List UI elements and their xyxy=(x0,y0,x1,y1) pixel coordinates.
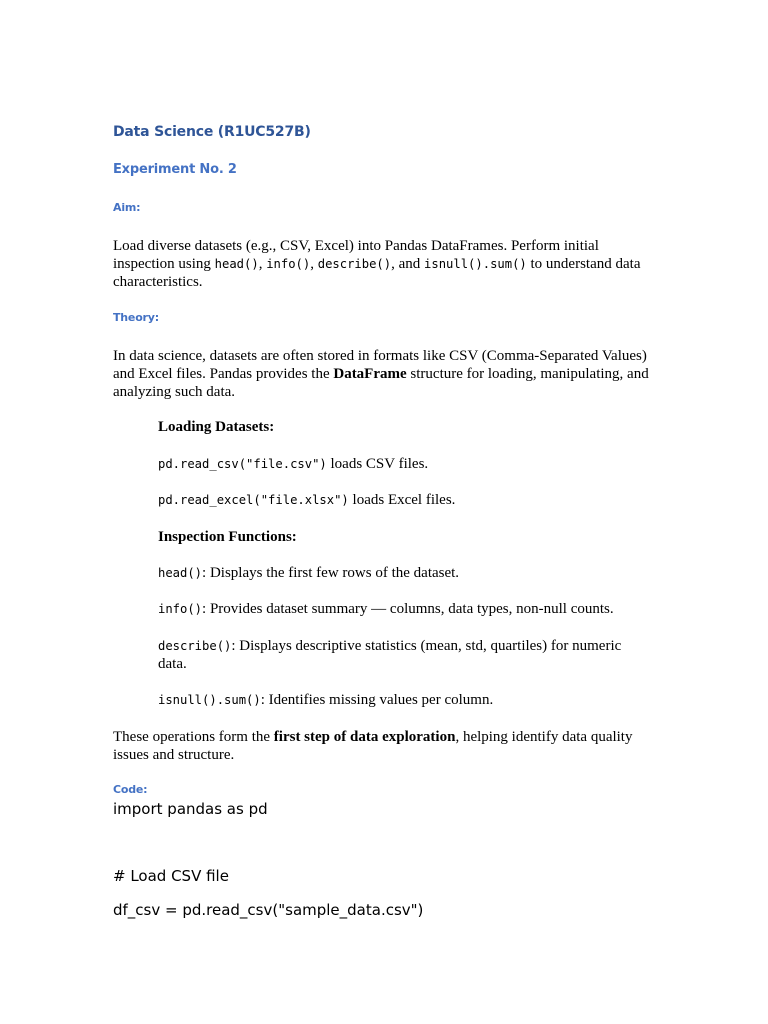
course-title: Data Science (R1UC527B) xyxy=(113,124,311,140)
experiment-heading: Experiment No. 2 xyxy=(113,162,237,177)
inline-code: info() xyxy=(266,257,311,272)
aim-text: , xyxy=(258,256,267,273)
read-csv-item xyxy=(158,455,638,473)
info-item xyxy=(158,600,638,618)
aim-text: , xyxy=(310,256,318,273)
theory-text: structure for loading, manipulating, and analyzing such data. xyxy=(113,366,649,401)
summary-text: , helping identify data quality issues and structure. xyxy=(113,729,633,764)
item-text: loads Excel files. xyxy=(348,492,456,508)
item-text: : Provides dataset summary — columns, data types, non-null counts. xyxy=(202,601,614,617)
loading-datasets-heading xyxy=(158,418,638,436)
theory-text: In data science, datasets are often stored in formats like CSV (Comma-Separated Values) and Excel files. Pandas provides the xyxy=(113,348,647,383)
item-text: loads CSV files. xyxy=(326,456,429,472)
summary-bold-text: first step of data exploration xyxy=(273,729,456,745)
item-text: : Identifies missing values per column. xyxy=(260,692,494,708)
theory-paragraph xyxy=(113,347,653,402)
describe-item xyxy=(158,637,638,673)
inspection-functions-heading xyxy=(158,528,638,546)
summary-paragraph xyxy=(113,728,653,764)
aim-text: to understand data characteristics. xyxy=(113,256,641,291)
item-text: : Displays descriptive statistics (mean, std, quartiles) for numeric data. xyxy=(158,638,622,673)
inline-code: isnull().sum() xyxy=(158,693,261,707)
head-item xyxy=(158,564,638,582)
code-line: import pandas as pd xyxy=(113,800,268,818)
inspection-functions-label: Inspection Functions: xyxy=(158,529,297,545)
aim-text: Load diverse datasets (e.g., CSV, Excel) into Pandas DataFrames. Perform initial inspection using xyxy=(113,238,599,273)
inline-code: info() xyxy=(158,602,203,616)
theory-bold-text: DataFrame xyxy=(333,366,407,383)
aim-paragraph xyxy=(113,237,653,292)
code-line: # Load CSV file xyxy=(113,867,229,885)
aim-text: , and xyxy=(391,256,425,273)
inline-code: isnull().sum() xyxy=(424,257,527,272)
inline-code: describe() xyxy=(317,257,392,272)
inline-code: head() xyxy=(158,566,203,580)
aim-heading: Aim: xyxy=(113,201,141,214)
inline-code: describe() xyxy=(158,639,232,653)
code-heading: Code: xyxy=(113,783,148,796)
theory-heading: Theory: xyxy=(113,311,159,324)
inline-code: head() xyxy=(214,257,259,272)
code-line: df_csv = pd.read_csv("sample_data.csv") xyxy=(113,901,424,919)
read-excel-item xyxy=(158,491,638,509)
item-text: : Displays the first few rows of the dataset. xyxy=(202,565,460,581)
isnull-item xyxy=(158,691,638,709)
inline-code: pd.read_excel("file.xlsx") xyxy=(158,493,349,507)
inline-code: pd.read_csv("file.csv") xyxy=(158,457,327,471)
summary-text: These operations form the xyxy=(113,729,274,745)
loading-datasets-label: Loading Datasets: xyxy=(158,419,275,435)
